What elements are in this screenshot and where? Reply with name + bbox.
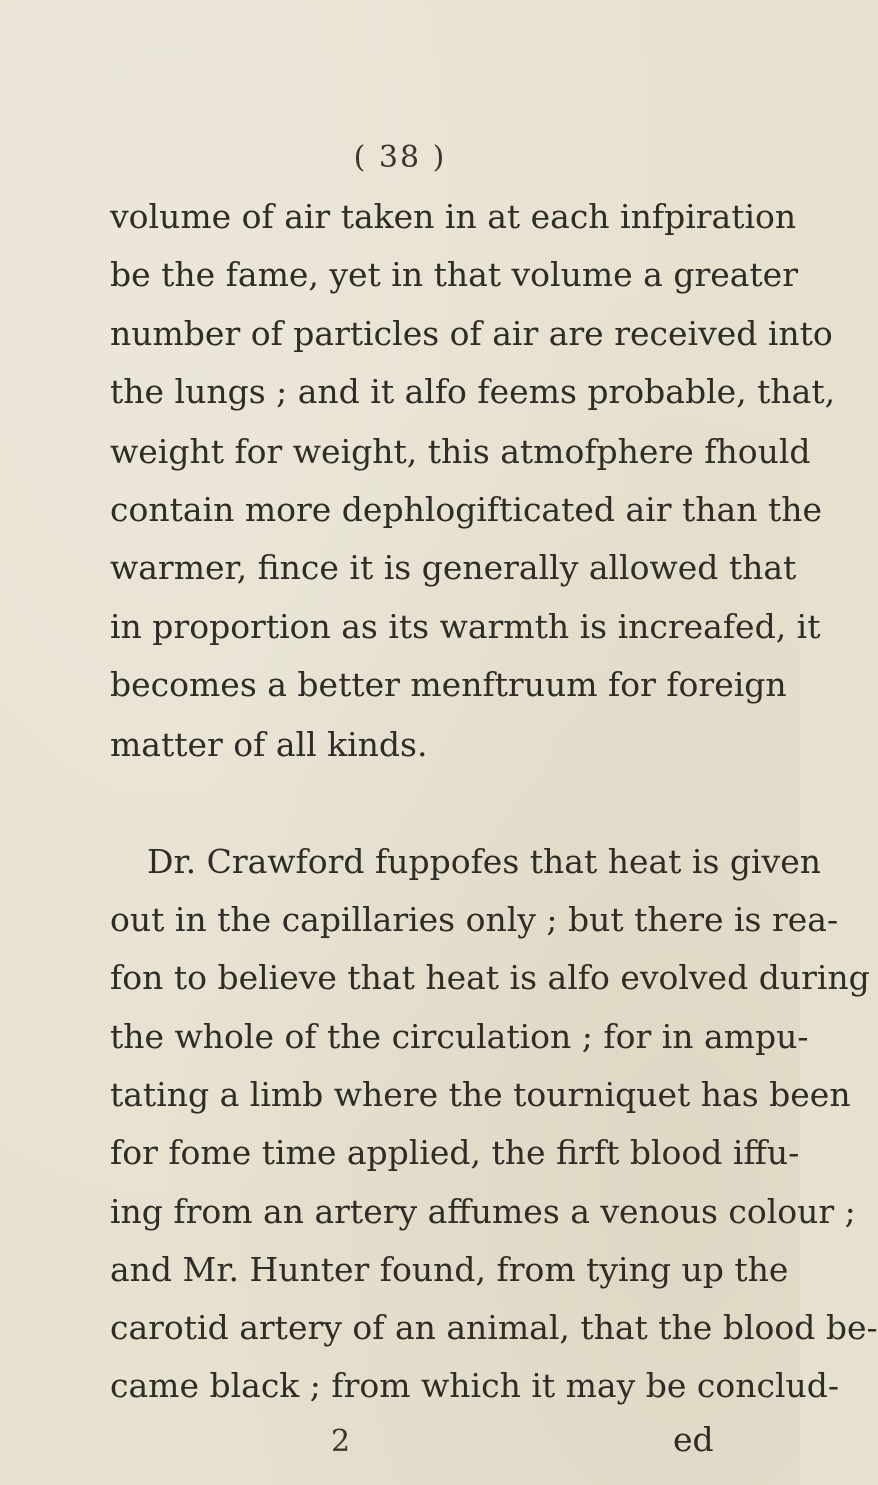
text-line: contain more dephlogifticated air than the: [110, 490, 822, 529]
text-line: be the fame, yet in that volume a greater: [110, 255, 798, 294]
text-line: tating a limb where the tourniquet has been: [110, 1075, 851, 1114]
text-line: the whole of the circulation ; for in ampu-: [110, 1017, 809, 1056]
text-line: Dr. Crawford fuppofes that heat is given: [147, 842, 821, 881]
text-line: warmer, fince it is generally allowed that: [110, 548, 797, 587]
text-line: weight for weight, this atmofphere fhould: [110, 432, 811, 471]
text-line: in proportion as its warmth is increafed, it: [110, 607, 821, 646]
text-line: and Mr. Hunter found, from tying up the: [110, 1250, 789, 1289]
text-line: matter of all kinds.: [110, 725, 428, 764]
text-line: came black ; from which it may be conclud-: [110, 1366, 840, 1405]
text-line: volume of air taken in at each infpiration: [110, 197, 797, 236]
text-line: the lungs ; and it alfo feems probable, that,: [110, 372, 836, 411]
catchword: ed: [673, 1420, 714, 1459]
text-line: fon to believe that heat is alfo evolved during: [110, 958, 870, 997]
page-number-header: ( 38 ): [353, 140, 447, 175]
text-line: becomes a better menftruum for foreign: [110, 665, 787, 704]
text-line: ing from an artery affumes a venous colour ;: [110, 1192, 856, 1231]
text-line: carotid artery of an animal, that the blood be-: [110, 1308, 878, 1347]
text-line: out in the capillaries only ; but there is rea-: [110, 900, 839, 939]
text-line: for fome time applied, the firft blood iffu-: [110, 1133, 800, 1172]
text-line: number of particles of air are received into: [110, 314, 833, 353]
signature-mark: 2: [331, 1424, 351, 1459]
